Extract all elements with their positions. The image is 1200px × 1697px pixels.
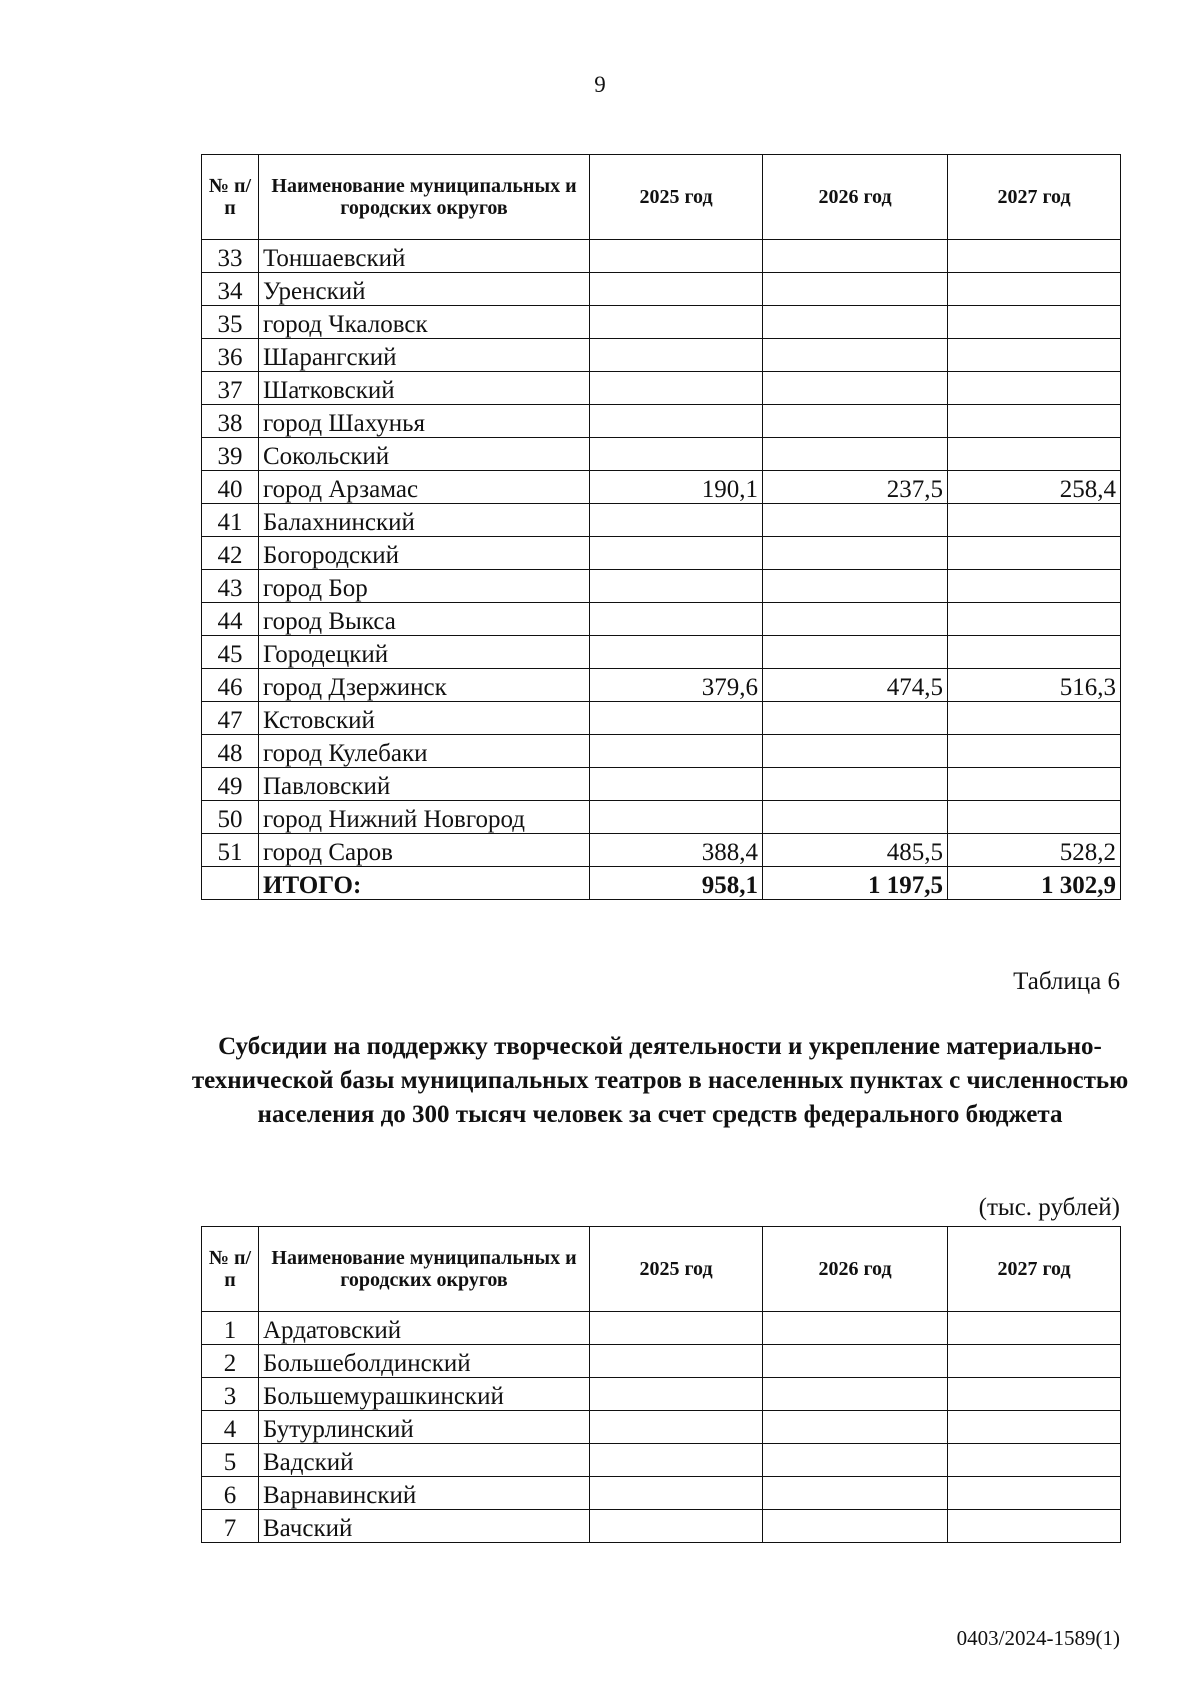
value-2026: [763, 768, 948, 801]
district-name: Большеболдинский: [259, 1345, 590, 1378]
value-2026: [763, 240, 948, 273]
table-row: [202, 471, 1121, 504]
table-row: [202, 1477, 1121, 1510]
value-2027: [948, 438, 1121, 471]
district-name: город Арзамас: [259, 471, 590, 504]
value-2026: [763, 306, 948, 339]
row-number: 4: [202, 1411, 259, 1444]
value-2026: [763, 1510, 948, 1543]
district-name: город Дзержинск: [259, 669, 590, 702]
value-2027: [948, 1444, 1121, 1477]
value-2025: [590, 1312, 763, 1345]
row-number: 43: [202, 570, 259, 603]
value-2026: [763, 438, 948, 471]
table-row: [202, 306, 1121, 339]
value-2027: [948, 405, 1121, 438]
row-number: 51: [202, 834, 259, 867]
value-2025: [590, 1378, 763, 1411]
value-2025: [590, 537, 763, 570]
district-name: Варнавинский: [259, 1477, 590, 1510]
value-2025: [590, 1444, 763, 1477]
district-name: город Саров: [259, 834, 590, 867]
header-name: Наименование муниципальных и городских округов: [259, 155, 590, 240]
table-row: [202, 273, 1121, 306]
value-2025: [590, 438, 763, 471]
district-name: Бутурлинский: [259, 1411, 590, 1444]
district-name: Вачский: [259, 1510, 590, 1543]
row-number: 34: [202, 273, 259, 306]
value-2027: [948, 603, 1121, 636]
table-row: [202, 801, 1121, 834]
row-number: 47: [202, 702, 259, 735]
district-name: Ардатовский: [259, 1312, 590, 1345]
district-name: Балахнинский: [259, 504, 590, 537]
table-row: [202, 537, 1121, 570]
value-2025: [590, 306, 763, 339]
total-num-cell: [202, 867, 259, 900]
total-row: [202, 867, 1121, 900]
table-row: [202, 372, 1121, 405]
table-row: [202, 1510, 1121, 1543]
value-2027: [948, 735, 1121, 768]
value-2027: [948, 1477, 1121, 1510]
row-number: 46: [202, 669, 259, 702]
table-6: [201, 1226, 1121, 1543]
value-2026: [763, 504, 948, 537]
district-name: город Бор: [259, 570, 590, 603]
row-number: 2: [202, 1345, 259, 1378]
total-2027: 1 302,9: [948, 867, 1121, 900]
value-2026: 474,5: [763, 669, 948, 702]
total-2025: 958,1: [590, 867, 763, 900]
row-number: 37: [202, 372, 259, 405]
row-number: 7: [202, 1510, 259, 1543]
row-number: 5: [202, 1444, 259, 1477]
row-number: 3: [202, 1378, 259, 1411]
table-row: [202, 735, 1121, 768]
table-row: [202, 438, 1121, 471]
value-2026: [763, 1444, 948, 1477]
total-label: ИТОГО:: [259, 867, 590, 900]
row-number: 44: [202, 603, 259, 636]
header-2026: 2026 год: [763, 1227, 948, 1312]
value-2027: [948, 339, 1121, 372]
table-row: [202, 339, 1121, 372]
district-name: Городецкий: [259, 636, 590, 669]
value-2026: [763, 1345, 948, 1378]
district-name: Богородский: [259, 537, 590, 570]
table-row: [202, 669, 1121, 702]
header-2027: 2027 год: [948, 1227, 1121, 1312]
value-2027: [948, 1312, 1121, 1345]
value-2026: [763, 537, 948, 570]
table-body: [202, 240, 1121, 867]
table-body: [202, 1312, 1121, 1543]
value-2025: [590, 504, 763, 537]
value-2027: 528,2: [948, 834, 1121, 867]
table-row: [202, 240, 1121, 273]
total-2026: 1 197,5: [763, 867, 948, 900]
value-2027: [948, 504, 1121, 537]
row-number: 41: [202, 504, 259, 537]
table-continued: [201, 154, 1121, 900]
value-2025: [590, 735, 763, 768]
value-2026: 237,5: [763, 471, 948, 504]
value-2026: [763, 1378, 948, 1411]
value-2026: [763, 603, 948, 636]
value-2027: [948, 1345, 1121, 1378]
district-name: город Выкса: [259, 603, 590, 636]
district-name: Вадский: [259, 1444, 590, 1477]
row-number: 6: [202, 1477, 259, 1510]
row-number: 35: [202, 306, 259, 339]
row-number: 49: [202, 768, 259, 801]
district-name: город Кулебаки: [259, 735, 590, 768]
table-title: Субсидии на поддержку творческой деятельности и укрепление материально-технической базы муниципальных театров в населенных пунктах с численностью населения до 300 тысяч человек за счет средств федерального бюджета: [191, 1033, 1129, 1128]
value-2026: [763, 1411, 948, 1444]
district-name: Сокольский: [259, 438, 590, 471]
district-name: Уренский: [259, 273, 590, 306]
value-2027: [948, 801, 1121, 834]
value-2027: [948, 768, 1121, 801]
value-2025: [590, 1345, 763, 1378]
value-2027: [948, 240, 1121, 273]
district-name: Кстовский: [259, 702, 590, 735]
row-number: 48: [202, 735, 259, 768]
table-row: [202, 768, 1121, 801]
value-2025: 388,4: [590, 834, 763, 867]
value-2026: [763, 735, 948, 768]
row-number: 38: [202, 405, 259, 438]
value-2025: [590, 801, 763, 834]
value-2027: [948, 273, 1121, 306]
value-2025: [590, 372, 763, 405]
header-2027: 2027 год: [948, 155, 1121, 240]
district-name: Тоншаевский: [259, 240, 590, 273]
district-name: Шарангский: [259, 339, 590, 372]
row-number: 1: [202, 1312, 259, 1345]
district-name: город Чкаловск: [259, 306, 590, 339]
value-2027: [948, 1411, 1121, 1444]
row-number: 45: [202, 636, 259, 669]
header-num: № п/п: [202, 155, 259, 240]
table-row: [202, 1378, 1121, 1411]
value-2025: 190,1: [590, 471, 763, 504]
district-name: Большемурашкинский: [259, 1378, 590, 1411]
table-label: Таблица 6: [1013, 968, 1120, 995]
value-2027: [948, 1510, 1121, 1543]
value-2026: [763, 372, 948, 405]
table-row: [202, 702, 1121, 735]
value-2025: [590, 273, 763, 306]
value-2025: [590, 339, 763, 372]
row-number: 50: [202, 801, 259, 834]
value-2027: [948, 306, 1121, 339]
row-number: 40: [202, 471, 259, 504]
table-row: [202, 603, 1121, 636]
value-2027: 516,3: [948, 669, 1121, 702]
row-number: 36: [202, 339, 259, 372]
row-number: 42: [202, 537, 259, 570]
table-row: [202, 834, 1121, 867]
district-name: Шатковский: [259, 372, 590, 405]
value-2027: 258,4: [948, 471, 1121, 504]
table-row: [202, 1444, 1121, 1477]
value-2025: [590, 570, 763, 603]
value-2025: [590, 405, 763, 438]
value-2026: [763, 702, 948, 735]
value-2027: [948, 570, 1121, 603]
value-2026: [763, 1312, 948, 1345]
table-row: [202, 1312, 1121, 1345]
value-2025: [590, 636, 763, 669]
value-2027: [948, 702, 1121, 735]
row-number: 33: [202, 240, 259, 273]
header-2025: 2025 год: [590, 155, 763, 240]
table-row: [202, 1411, 1121, 1444]
value-2026: [763, 636, 948, 669]
value-2026: 485,5: [763, 834, 948, 867]
value-2027: [948, 1378, 1121, 1411]
value-2025: [590, 603, 763, 636]
value-2025: [590, 768, 763, 801]
value-2025: [590, 240, 763, 273]
units-label: (тыс. рублей): [978, 1194, 1120, 1221]
district-name: город Нижний Новгород: [259, 801, 590, 834]
value-2026: [763, 273, 948, 306]
value-2026: [763, 801, 948, 834]
header-2025: 2025 год: [590, 1227, 763, 1312]
header-name: Наименование муниципальных и городских округов: [259, 1227, 590, 1312]
table-row: [202, 405, 1121, 438]
value-2027: [948, 636, 1121, 669]
header-num: № п/п: [202, 1227, 259, 1312]
value-2026: [763, 570, 948, 603]
table-row: [202, 636, 1121, 669]
header-2026: 2026 год: [763, 155, 948, 240]
table-row: [202, 570, 1121, 603]
value-2025: [590, 1477, 763, 1510]
value-2025: [590, 702, 763, 735]
value-2027: [948, 372, 1121, 405]
district-name: город Шахунья: [259, 405, 590, 438]
page-number: 9: [594, 72, 606, 97]
value-2025: [590, 1411, 763, 1444]
value-2025: [590, 1510, 763, 1543]
value-2027: [948, 537, 1121, 570]
row-number: 39: [202, 438, 259, 471]
table-row: [202, 504, 1121, 537]
document-code: 0403/2024-1589(1): [956, 1626, 1120, 1650]
value-2026: [763, 405, 948, 438]
value-2026: [763, 1477, 948, 1510]
district-name: Павловский: [259, 768, 590, 801]
value-2025: 379,6: [590, 669, 763, 702]
value-2026: [763, 339, 948, 372]
table-row: [202, 1345, 1121, 1378]
